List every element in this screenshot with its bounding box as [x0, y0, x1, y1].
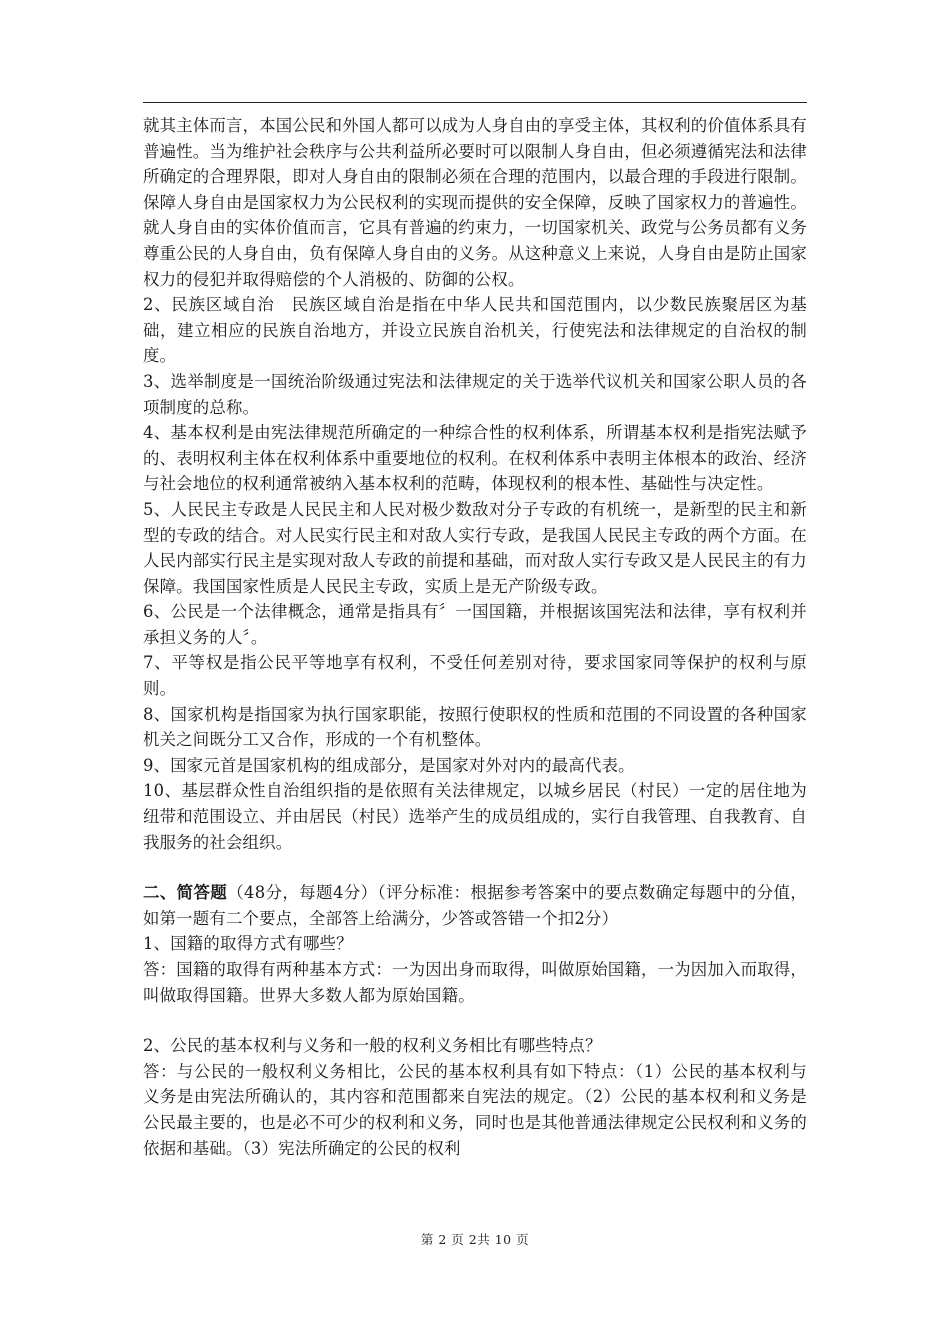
paragraph-ethnic-autonomy: 2、民族区域自治 民族区域自治是指在中华人民共和国范围内，以少数民族聚居区为基础，建立相应的民族自治地方，并设立民族自治机关，行使宪法和法律规定的自治权的制度。: [143, 295, 807, 366]
answer-1: 答：国籍的取得有两种基本方式：一为因出身而取得，叫做原始国籍，一为因加入而取得，叫做取得国籍。世界大多数人都为原始国籍。: [143, 960, 807, 1005]
question-2: 2、公民的基本权利与义务和一般的权利义务相比有哪些特点？: [143, 1036, 602, 1056]
header-rule: [143, 102, 807, 103]
document-body: [143, 113, 807, 1161]
question-1: 1、国籍的取得方式有哪些？: [143, 934, 353, 954]
paragraph-peoples-democratic-dictatorship: 5、人民民主专政是人民民主和人民对极少数敌对分子专政的有机统一，是新型的民主和新型的专政的结合。对人民实行民主和对敌人实行专政，是我国人民民主专政的两个方面。在人民内部实行民主是实现对敌人专政的前提和基础，而对敌人实行专政又是人民民主的有力保障。我国国家性质是人民民主专政，实质上是无产阶级专政。: [143, 499, 807, 596]
section-heading-title: 二、简答题: [143, 883, 228, 903]
section-heading: [143, 880, 807, 931]
section-heading-scoring: （48分，每题4分）（评分标准：根据参考答案中的要点数确定每题中的分值，如第一题有二个要点，全部答上给满分，少答或答错一个扣2分）: [143, 883, 807, 928]
question-gap: [143, 1008, 807, 1033]
answer-2: 答：与公民的一般权利义务相比，公民的基本权利具有如下特点：（1）公民的基本权利与义务是由宪法所确认的，其内容和范围都来自宪法的规定。（2）公民的基本权利和义务是公民最主要的，也是必不可少的权利和义务，同时也是其他普通法律规定公民权利和义务的依据和基础。（3）宪法所确定的公民的权利: [143, 1061, 807, 1158]
paragraph-equality-right: 7、平等权是指公民平等地享有权利，不受任何差别对待，要求国家同等保护的权利与原则。: [143, 653, 807, 699]
page-footer: 第 2 页 2共 10 页: [420, 1232, 530, 1247]
paragraph-personal-freedom: 就其主体而言，本国公民和外国人都可以成为人身自由的享受主体，其权利的价值体系具有普遍性。当为维护社会秩序与公共利益所必要时可以限制人身自由，但必须遵循宪法和法律所确定的合理界限，即对人身自由的限制必须在合理的范围内，以最合理的手段进行限制。保障人身自由是国家权力为公民权利的实现而提供的安全保障，反映了国家权力的普遍性。就人身自由的实体价值而言，它具有普遍的约束力，一切国家机关、政党与公务员都有义务尊重公民的人身自由，负有保障人身自由的义务。从这种意义上来说，人身自由是防止国家权力的侵犯并取得赔偿的个人消极的、防御的公权。: [143, 116, 807, 289]
paragraph-head-of-state: 9、国家元首是国家机构的组成部分，是国家对外对内的最高代表。: [143, 755, 635, 775]
paragraph-citizen: 6、公民是一个法律概念，通常是指具有〞一国国籍，并根据该国宪法和法律，享有权利并承担义务的人〞。: [143, 602, 807, 647]
paragraph-grassroots-organization: 10、基层群众性自治组织指的是依照有关法律规定，以城乡居民（村民）一定的居住地为纽带和范围设立、并由居民（村民）选举产生的成员组成的，实行自我管理、自我教育、自我服务的社会组织。: [143, 781, 807, 852]
paragraph-state-organs: 8、国家机构是指国家为执行国家职能，按照行使职权的性质和范围的不同设置的各种国家机关之间既分工又合作，形成的一个有机整体。: [143, 704, 807, 750]
paragraph-election-system: 3、选举制度是一国统治阶级通过宪法和法律规定的关于选举代议机关和国家公职人员的各项制度的总称。: [143, 371, 807, 417]
paragraph-basic-rights: 4、基本权利是由宪法律规范所确定的一种综合性的权利体系，所谓基本权利是指宪法赋予的、表明权利主体在权利体系中重要地位的权利。在权利体系中表明主体根本的政治、经济与社会地位的权利通常被纳入基本权利的范畴，体现权利的根本性、基础性与决定性。: [143, 423, 807, 494]
section-gap: [143, 855, 807, 880]
